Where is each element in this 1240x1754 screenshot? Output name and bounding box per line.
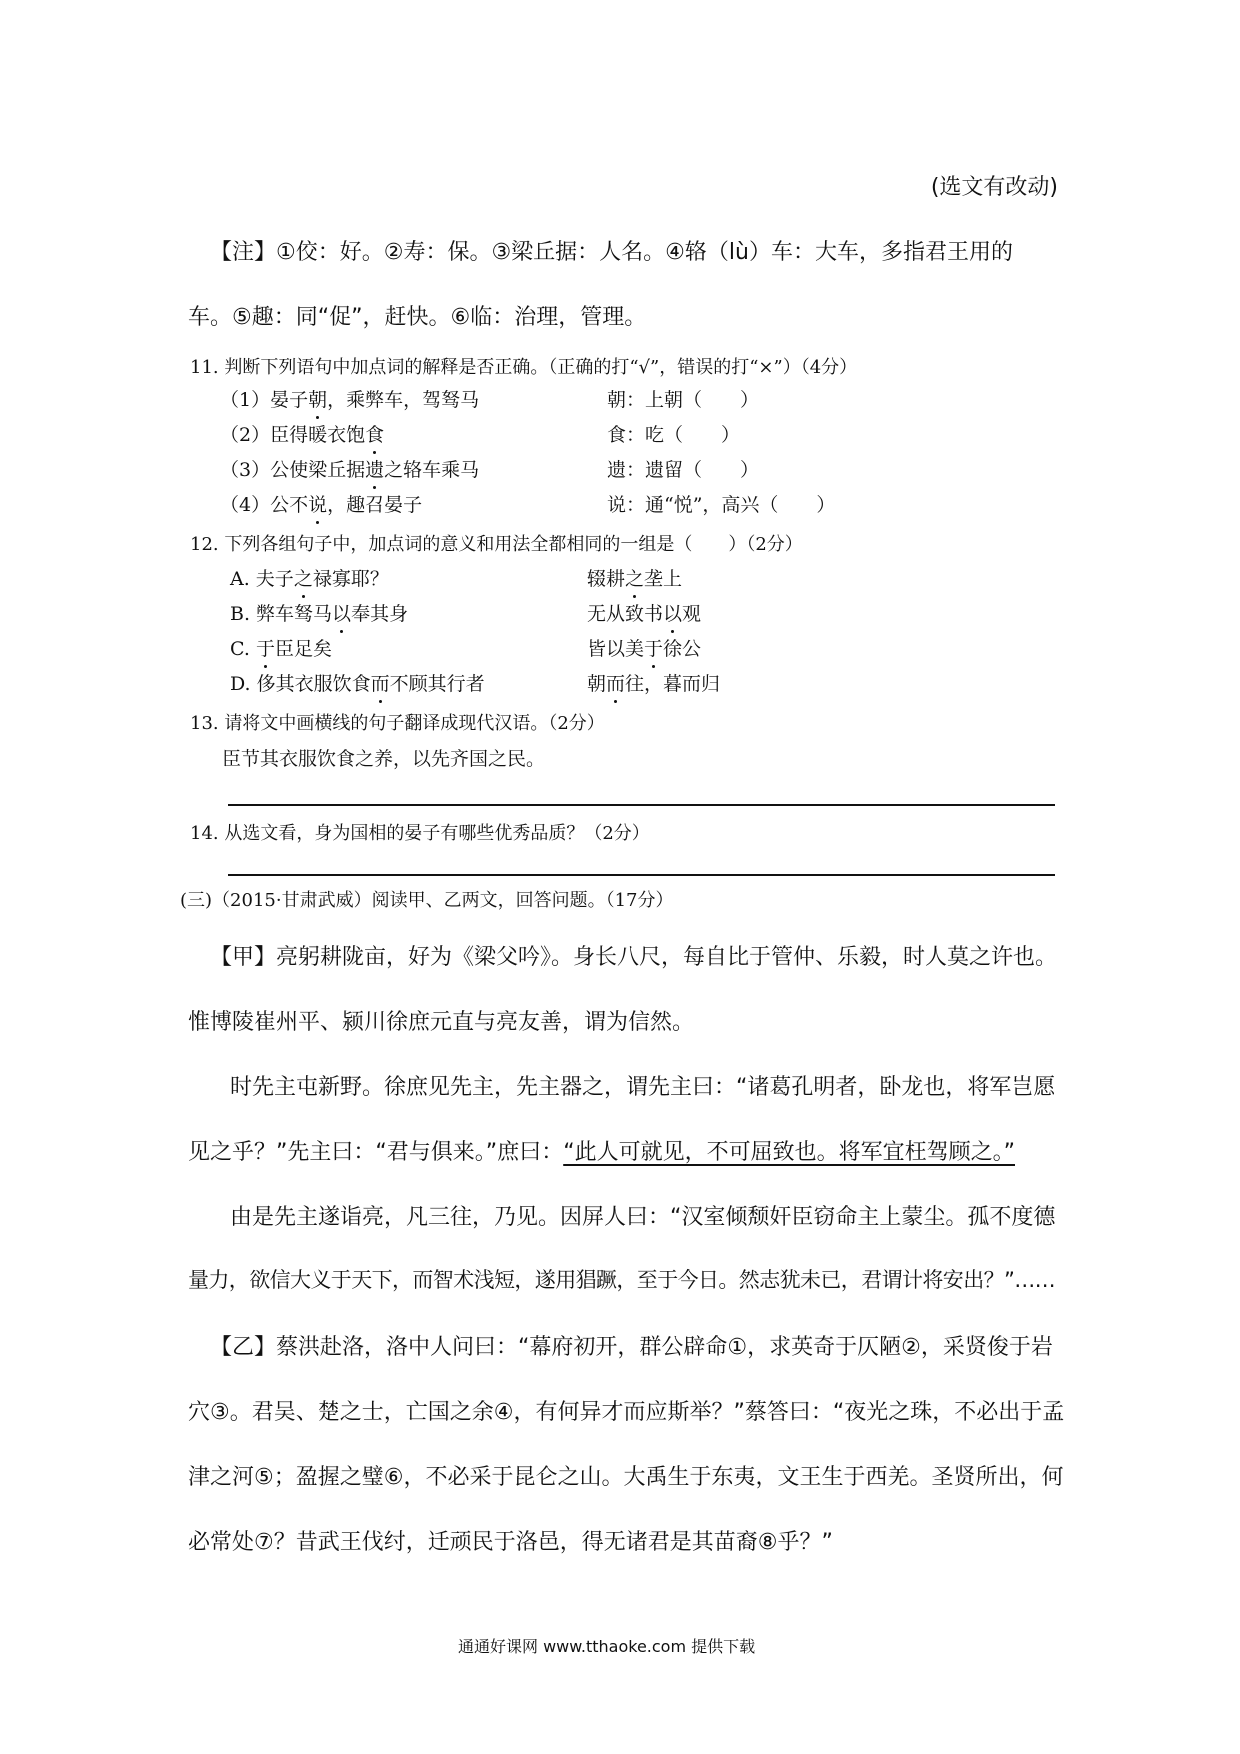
q12-b-right-post: 观: [682, 603, 702, 625]
q12-d-left-dot-word: 而: [371, 669, 390, 696]
q12-c-left-post: 臣足矣: [274, 638, 332, 660]
q12-c-left-dot-word: 于: [256, 634, 275, 661]
q13-answer-line: [228, 804, 1055, 806]
q12-c-right-post: 徐公: [663, 638, 702, 660]
q13-stem: 13. 请将文中画横线的句子翻译成现代汉语。（2分）: [190, 713, 605, 734]
q14-answer-line: [228, 874, 1055, 876]
q14-stem: 14. 从选文看，身为国相的晏子有哪些优秀品质？（2分）: [190, 823, 650, 844]
q13-sentence: 臣节其衣服饮食之养，以先齐国之民。: [222, 748, 546, 770]
q12-c-left-pre: C.: [230, 638, 256, 660]
q12-stem: 12. 下列各组句子中，加点词的意义和用法全都相同的一组是（ ）（2分）: [190, 534, 803, 555]
q11-item-2-answer: 食：吃（ ）: [607, 424, 741, 446]
q12-a-left-pre: A. 夫子: [230, 568, 294, 590]
q11-item-4-dot-word: 说: [308, 490, 327, 517]
q11-item-2-dot-word: 食: [365, 420, 384, 447]
q12-d-right-post: 往，暮而归: [625, 673, 721, 695]
q12-c-right-pre: 皆以美: [587, 638, 645, 660]
q11-item-1: [220, 385, 1020, 412]
section3-heading: (三)（2015·甘肃武威）阅读甲、乙两文，回答问题。（17分）: [180, 890, 674, 911]
q12-a-right-dot-word: 之: [625, 564, 644, 591]
q11-item-3-post: 之辂车乘马: [384, 459, 480, 481]
q12-d-right: [587, 669, 720, 696]
q12-b-right-pre: 无从致书: [587, 603, 664, 625]
q11-item-4-post: ，趣召晏子: [327, 494, 423, 516]
q11-item-2: [220, 420, 1020, 447]
q11-item-3: [220, 455, 1020, 482]
q12-d-left-pre: D. 侈其衣服饮食: [230, 673, 371, 695]
q11-item-4-pre: （4）公不: [220, 494, 309, 516]
q11-item-4-answer: 说：通“悦”，高兴（ ）: [607, 494, 836, 516]
q11-item-3-dot-word: 遗: [365, 455, 384, 482]
q12-a-right-pre: 辍耕: [587, 568, 626, 590]
q12-a-right-post: 垄上: [644, 568, 683, 590]
jia-line-4-underlined: “此人可就见，不可屈致也。将军宜枉驾顾之。”: [563, 1140, 1015, 1165]
q12-b-left-post: 奉其身: [351, 603, 409, 625]
q12-d-right-dot-word: 而: [606, 669, 625, 696]
q12-option-d: [230, 669, 1030, 696]
yi-line-4: 必常处⑦？昔武王伐纣，迁顽民于洛邑，得无诸君是其苗裔⑧乎？”: [188, 1530, 833, 1555]
q11-item-1-dot-word: 朝: [308, 385, 327, 412]
yi-line-2: 穴③。君吴、楚之士，亡国之余④，有何异才而应斯举？”蔡答曰：“夜光之珠，不必出于孟: [188, 1400, 1065, 1425]
q11-item-2-pre: （2）臣得暖衣饱: [220, 424, 366, 446]
page-footer: 通通好课网 www.tthaoke.com 提供下载: [458, 1637, 756, 1656]
q12-option-c: [230, 634, 1030, 661]
q11-item-3-answer: 遗：遗留（ ）: [607, 459, 760, 481]
q12-option-a: [230, 564, 1030, 591]
q12-d-right-pre: 朝: [587, 673, 607, 695]
q12-b-right-dot-word: 以: [663, 599, 682, 626]
jia-line-4: [188, 1135, 1015, 1166]
source-note: (选文有改动): [930, 175, 1058, 200]
jia-line-3: 时先主屯新野。徐庶见先主，先主器之，谓先主曰：“诸葛孔明者，卧龙也，将军岂愿: [230, 1075, 1056, 1100]
q12-c-right-dot-word: 于: [644, 634, 663, 661]
jia-line-4-text: 见之乎？”先主曰：“君与俱来。”庶曰：: [188, 1140, 564, 1165]
jia-line-1: 【甲】亮躬耕陇亩，好为《梁父吟》。身长八尺，每自比于管仲、乐毅，时人莫之许也。: [210, 945, 1058, 970]
q11-item-1-pre: （1）晏子: [220, 389, 309, 411]
jia-line-5: 由是先主遂诣亮，凡三往，乃见。因屏人曰：“汉室倾颓奸臣窃命主上蒙尘。孤不度德: [230, 1205, 1056, 1230]
jia-line-2: 惟博陵崔州平、颍川徐庶元直与亮友善，谓为信然。: [188, 1010, 695, 1035]
q12-c-right: [587, 634, 701, 661]
q12-a-left-dot-word: 之: [294, 564, 313, 591]
yi-line-3: 津之河⑤；盈握之璧⑥，不必采于昆仑之山。大禹生于东夷，文王生于西羌。圣贤所出，何: [188, 1465, 1064, 1490]
notes-line-2: 车。⑤趣：同“促”，赶快。⑥临：治理，管理。: [188, 305, 647, 330]
q12-a-left-post: 禄寡耶？: [312, 568, 389, 590]
q12-b-left-dot-word: 以: [332, 599, 351, 626]
q11-item-4: [220, 490, 1020, 517]
q12-option-b: [230, 599, 1030, 626]
q12-d-left-post: 不顾其行者: [389, 673, 485, 695]
q11-item-1-answer: 朝：上朝（ ）: [607, 389, 760, 411]
q12-b-right: [587, 599, 701, 626]
q11-item-3-pre: （3）公使梁丘据: [220, 459, 366, 481]
q11-item-1-post: ，乘弊车，驾驽马: [327, 389, 480, 411]
jia-line-6: 量力，欲信大义于天下，而智术浅短，遂用猖蹶，至于今日。然志犹未已，君谓计将安出？”……: [188, 1268, 1056, 1292]
yi-line-1: 【乙】蔡洪赴洛，洛中人问曰：“幕府初开，群公辟命①，求英奇于仄陋②，采贤俊于岩: [210, 1335, 1053, 1360]
notes-line-1: 【注】①佼：好。②寿：保。③梁丘据：人名。④辂（lù）车：大车，多指君王用的: [210, 240, 1013, 265]
q12-a-right: [587, 564, 682, 591]
q11-stem: 11. 判断下列语句中加点词的解释是否正确。（正确的打“√”，错误的打“×”）（4分）: [190, 357, 858, 378]
q12-b-left-pre: B. 弊车驽马: [230, 603, 333, 625]
